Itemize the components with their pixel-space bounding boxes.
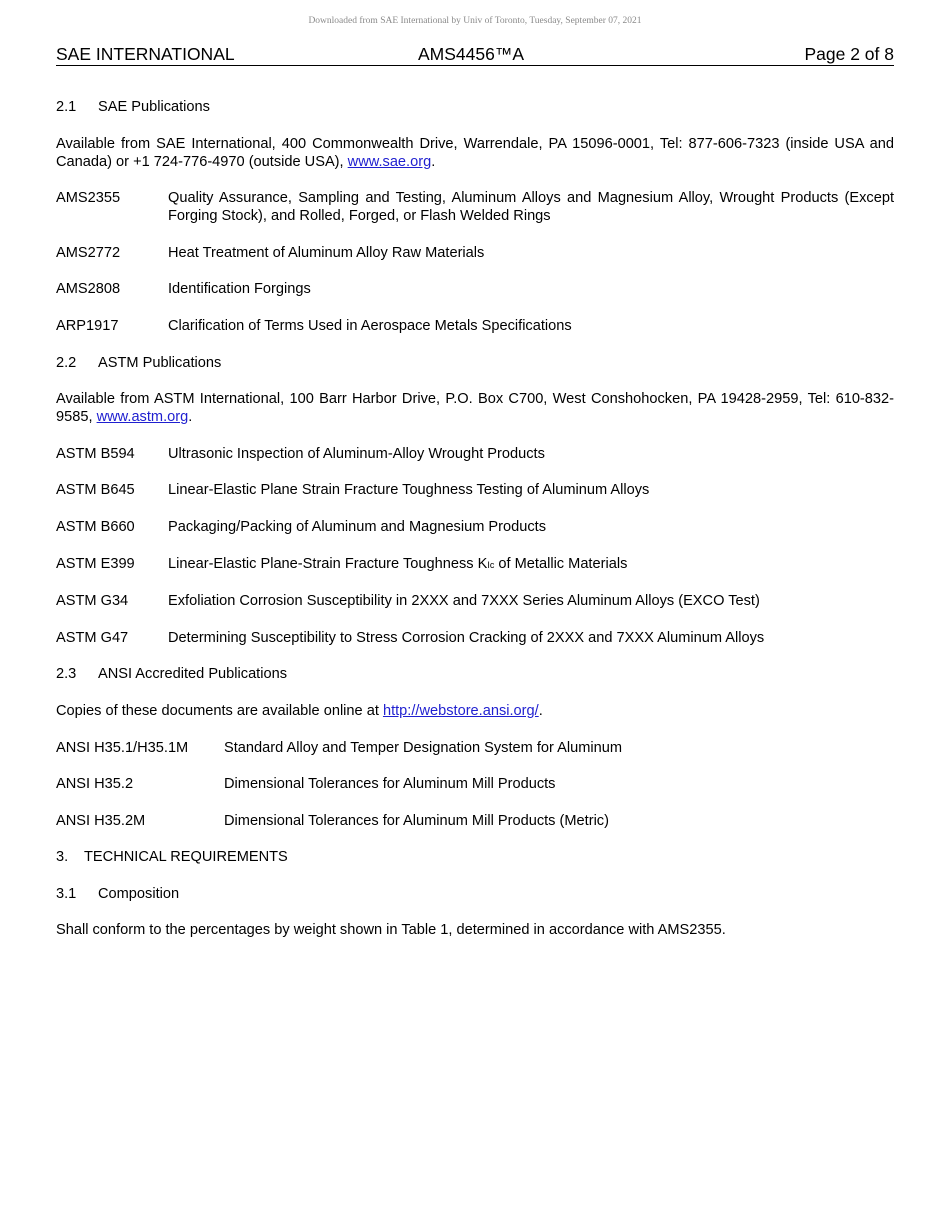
astm-availability-paragraph: Available from ASTM International, 100 Barr Harbor Drive, P.O. Box C700, West Conshohocken, PA 19428-2959, Tel: 610-832-9585, www.astm.org.: [56, 391, 894, 426]
reference-title: Dimensional Tolerances for Aluminum Mill Products (Metric): [224, 812, 609, 829]
section-heading-3: [56, 848, 894, 866]
reference-title: Ultrasonic Inspection of Aluminum-Alloy Wrought Products: [168, 445, 545, 462]
title-subscript: Ic: [487, 559, 495, 570]
section-number: 3.: [56, 849, 69, 866]
reference-code: AMS2808: [56, 281, 121, 298]
sae-website-link[interactable]: www.sae.org: [347, 153, 432, 170]
reference-title: Exfoliation Corrosion Susceptibility in 2XXX and 7XXX Series Aluminum Alloys (EXCO Test): [168, 593, 760, 610]
section-heading-2-3: [56, 665, 894, 683]
reference-title: Quality Assurance, Sampling and Testing, Aluminum Alloys and Magnesium Alloy, Wrought Products (Except Forging Stock), and Rolled, Forged, or Flash Welded Rings: [168, 190, 894, 225]
section-title: ANSI Accredited Publications: [98, 666, 288, 683]
reference-title: Dimensional Tolerances for Aluminum Mill Products: [224, 776, 556, 793]
title-part: Linear-Elastic Plane-Strain Fracture Toughness K: [168, 555, 488, 572]
reference-code: ASTM G47: [56, 629, 129, 646]
reference-row: [56, 189, 894, 225]
reference-title: Packaging/Packing of Aluminum and Magnesium Products: [168, 518, 547, 535]
paragraph-text: Available from SAE International, 400 Commonwealth Drive, Warrendale, PA 15096-0001, Tel: 877-606-7323 (inside USA and Canada) or +1 724-776-4970 (outside USA),: [56, 135, 894, 170]
sae-availability-paragraph: Available from SAE International, 400 Commonwealth Drive, Warrendale, PA 15096-0001, Tel: 877-606-7323 (inside USA and Canada) or +1 724-776-4970 (outside USA), www.sae.org.: [56, 135, 894, 170]
reference-title: Determining Susceptibility to Stress Corrosion Cracking of 2XXX and 7XXX Aluminum Alloys: [168, 629, 765, 646]
header-document-id: AMS4456™A: [418, 44, 525, 64]
section-number: 2.2: [56, 354, 77, 371]
reference-title: Identification Forgings: [168, 281, 311, 298]
section-number: 2.1: [56, 99, 77, 115]
reference-title: Heat Treatment of Aluminum Alloy Raw Materials: [168, 244, 485, 261]
section-number: 2.3: [56, 666, 77, 683]
title-part: of Metallic Materials: [494, 555, 628, 572]
reference-title: Linear-Elastic Plane Strain Fracture Toughness Testing of Aluminum Alloys: [168, 482, 650, 499]
reference-title: Standard Alloy and Temper Designation System for Aluminum: [224, 739, 623, 756]
reference-code: ASTM B594: [56, 445, 135, 462]
section-title: TECHNICAL REQUIREMENTS: [84, 849, 288, 866]
reference-code: ANSI H35.1/H35.1M: [56, 739, 189, 756]
reference-row: [56, 244, 894, 262]
reference-code: ANSI H35.2: [56, 776, 134, 793]
reference-row: [56, 629, 894, 647]
reference-code: ARP1917: [56, 317, 119, 334]
header-page-number: Page 2 of 8: [804, 44, 894, 64]
reference-row: [56, 592, 894, 610]
paragraph-text: Available from ASTM International, 100 Barr Harbor Drive, P.O. Box C700, West Conshohocken, PA 19428-2959, Tel: 610-832-9585,: [56, 391, 894, 426]
reference-code: ASTM E399: [56, 555, 135, 572]
ansi-webstore-link[interactable]: http://webstore.ansi.org/: [382, 702, 539, 719]
reference-row: [56, 555, 894, 574]
reference-code: ASTM B660: [56, 518, 135, 535]
paragraph-text: Copies of these documents are available online at: [56, 702, 383, 719]
download-watermark: Downloaded from SAE International by Univ of Toronto, Tuesday, September 07, 2021: [308, 16, 642, 26]
reference-row: [56, 445, 894, 463]
reference-code: ANSI H35.2M: [56, 812, 146, 829]
reference-row: [56, 812, 894, 830]
section-heading-2-2: [56, 354, 894, 372]
section-title: SAE Publications: [98, 99, 210, 115]
reference-code: ASTM B645: [56, 482, 135, 499]
astm-website-link[interactable]: www.astm.org: [96, 409, 189, 426]
ansi-availability-paragraph: Copies of these documents are available online at http://webstore.ansi.org/.: [56, 702, 543, 719]
reference-row: [56, 775, 894, 793]
reference-row: [56, 317, 894, 335]
document-body: [56, 98, 894, 958]
section-title: Composition: [98, 885, 180, 902]
section-number: 3.1: [56, 885, 77, 902]
reference-code: ASTM G34: [56, 593, 129, 610]
reference-title: [168, 555, 894, 574]
section-title: ASTM Publications: [98, 354, 222, 371]
reference-row: [56, 481, 894, 499]
page-header: [56, 44, 894, 66]
header-organization: SAE INTERNATIONAL: [56, 44, 235, 64]
reference-code: AMS2355: [56, 190, 121, 207]
reference-code: AMS2772: [56, 244, 121, 261]
reference-row: [56, 280, 894, 298]
reference-row: [56, 739, 894, 757]
reference-row: [56, 518, 894, 536]
reference-title: Clarification of Terms Used in Aerospace Metals Specifications: [168, 317, 572, 334]
composition-paragraph: Shall conform to the percentages by weight shown in Table 1, determined in accordance with AMS2355.: [56, 922, 726, 939]
section-heading-2-1: [56, 98, 894, 116]
section-heading-3-1: [56, 885, 894, 903]
